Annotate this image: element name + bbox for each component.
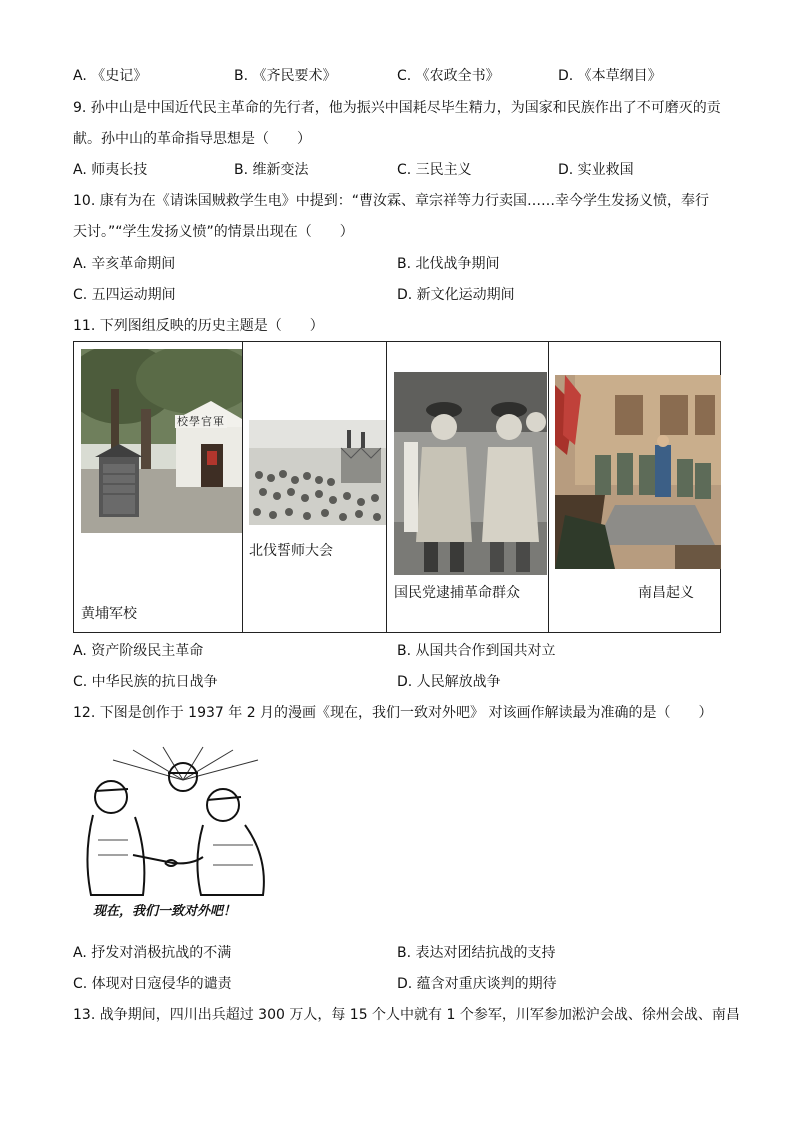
q8-option-b: B. 《齐民要术》: [234, 68, 337, 84]
whampoa-photo: [81, 349, 242, 533]
q11-image-table: [73, 341, 721, 633]
q10-option-c: C. 五四运动期间: [73, 287, 176, 303]
q12-option-d: D. 蕴含对重庆谈判的期待: [397, 976, 557, 992]
q12-option-c: C. 体现对日寇侵华的谴责: [73, 976, 232, 992]
q12-stem: 12. 下图是创作于 1937 年 2 月的漫画《现在，我们一致对外吧》 对该画作解读最为准确的是（ ）: [73, 705, 713, 721]
q10-option-b: B. 北伐战争期间: [397, 256, 500, 272]
q8-option-d: D. 《本草纲目》: [558, 68, 662, 84]
caption-nanchang: 南昌起义: [638, 585, 694, 601]
cartoon-caption: 现在，我们一致对外吧！: [93, 904, 237, 919]
q11-stem: 11. 下列图组反映的历史主题是（ ）: [73, 318, 324, 334]
q8-option-c: C. 《农政全书》: [397, 68, 500, 84]
q12-option-b: B. 表达对团结抗战的支持: [397, 945, 556, 961]
q12-cartoon: [73, 745, 293, 923]
q11-cell-kmt-arrests: [386, 342, 549, 632]
q12-option-a: A. 抒发对消极抗战的不满: [73, 945, 232, 961]
q13-stem-line1: 13. 战争期间，四川出兵超过 300 万人，每 15 个人中就有 1 个参军，川军参加淞沪会战、徐州会战、南昌: [73, 1007, 740, 1023]
q8-option-a: A. 《史记》: [73, 68, 148, 84]
q11-cell-whampoa: [74, 342, 243, 632]
northern-expedition-photo: [249, 420, 386, 525]
caption-kmt-arrests: 国民党逮捕革命群众: [394, 585, 520, 601]
q11-option-c: C. 中华民族的抗日战争: [73, 674, 218, 690]
q9-option-c: C. 三民主义: [397, 162, 472, 178]
nanchang-painting: [555, 375, 721, 569]
q11-cell-northern-expedition: [242, 342, 387, 632]
q9-option-d: D. 实业救国: [558, 162, 634, 178]
q9-option-b: B. 维新变法: [234, 162, 309, 178]
q10-option-d: D. 新文化运动期间: [397, 287, 515, 303]
q9-stem-line1: 9. 孙中山是中国近代民主革命的先行者，他为振兴中国耗尽毕生精力，为国家和民族作出了不可磨灭的贡: [73, 100, 721, 116]
kmt-arrests-photo: [394, 372, 547, 575]
q11-option-b: B. 从国共合作到国共对立: [397, 643, 556, 659]
caption-northern-expedition: 北伐誓师大会: [249, 543, 333, 559]
q11-cell-nanchang: [548, 342, 722, 632]
q11-option-a: A. 资产阶级民主革命: [73, 643, 204, 659]
q10-option-a: A. 辛亥革命期间: [73, 256, 176, 272]
q10-stem-line1: 10. 康有为在《请诛国贼救学生电》中提到：“曹汝霖、章宗祥等力行卖国……幸今学生发扬义愤，奉行: [73, 193, 709, 209]
q10-stem-line2: 天讨。”“学生发扬义愤”的情景出现在（ ）: [73, 224, 354, 240]
q11-option-d: D. 人民解放战争: [397, 674, 501, 690]
whampoa-gate-sign: 校學官軍: [177, 415, 225, 428]
q9-stem-line2: 献。孙中山的革命指导思想是（ ）: [73, 131, 311, 147]
caption-whampoa: 黄埔军校: [81, 606, 137, 622]
q9-option-a: A. 师夷长技: [73, 162, 148, 178]
